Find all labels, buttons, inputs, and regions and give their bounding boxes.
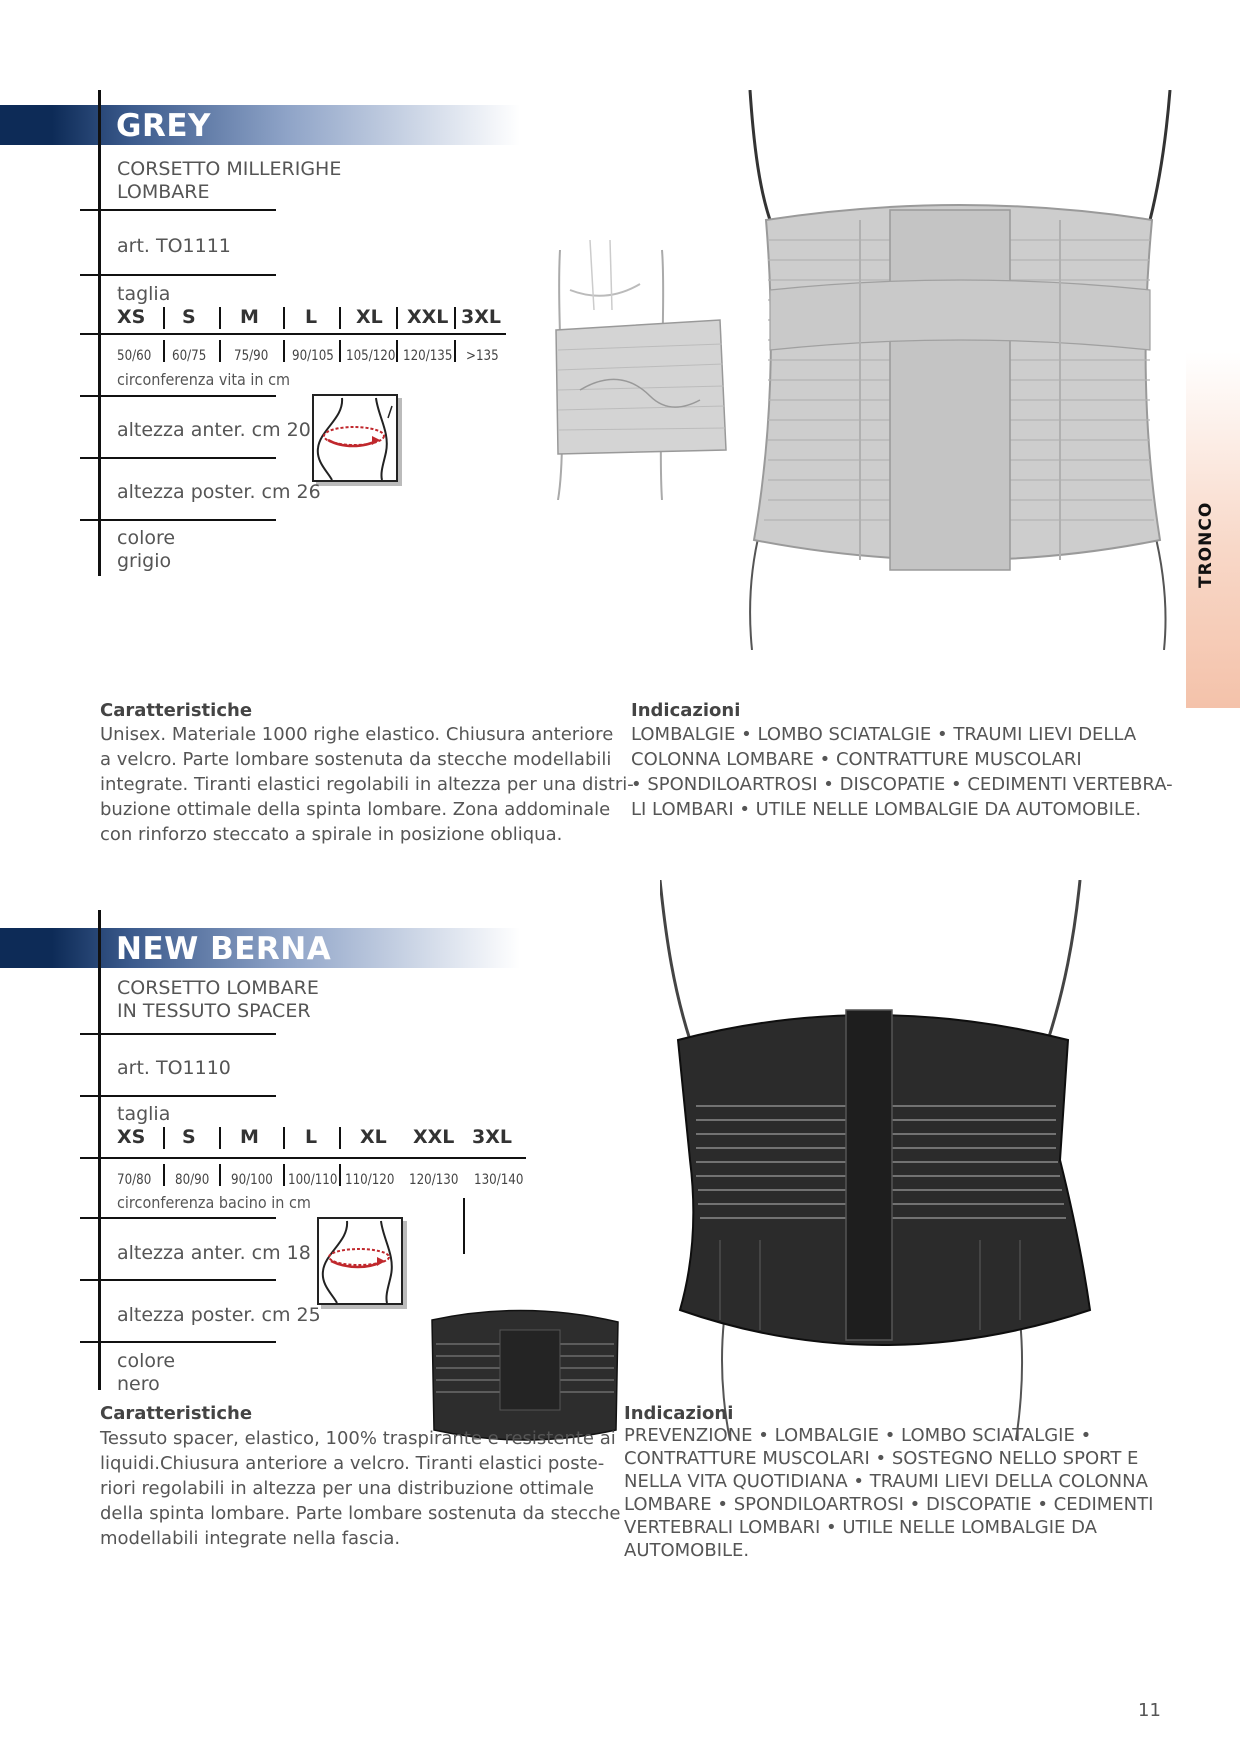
divider <box>80 209 276 211</box>
size-separator <box>396 307 398 329</box>
size-separator <box>219 307 221 329</box>
size-label: taglia <box>117 1103 171 1125</box>
size-separator <box>454 307 456 329</box>
back-height: altezza poster. cm 26 <box>117 481 321 503</box>
features-line: della spinta lombare. Parte lombare sostenuta da stecche <box>100 1503 621 1524</box>
indications-line: COLONNA LOMBARE • CONTRATTURE MUSCOLARI <box>631 749 1082 770</box>
measure-xs: 70/80 <box>117 1172 152 1188</box>
features-line: Unisex. Materiale 1000 righe elastico. Chiusura anteriore <box>100 724 614 745</box>
size-3xl: 3XL <box>461 306 501 328</box>
measure-3xl: 130/140 <box>474 1172 524 1188</box>
measure-xxl: 120/135 <box>403 348 453 364</box>
divider <box>80 1033 276 1035</box>
title-bar <box>0 105 520 145</box>
measure-s: 80/90 <box>175 1172 210 1188</box>
size-l: L <box>305 306 318 328</box>
measure-s: 60/75 <box>172 348 207 364</box>
features-line: con rinforzo steccato a spirale in posizione obliqua. <box>100 824 563 845</box>
size-label: taglia <box>117 283 171 305</box>
size-s: S <box>182 1126 196 1148</box>
indications-line: VERTEBRALI LOMBARI • UTILE NELLE LOMBALGIE DA <box>624 1517 1097 1538</box>
product-worn-image <box>550 240 770 500</box>
measure-separator <box>163 1164 165 1186</box>
measure-separator <box>163 340 165 362</box>
measure-l: 90/105 <box>292 348 334 364</box>
features-line: liquidi.Chiusura anteriore a velcro. Tiranti elastici poste- <box>100 1453 605 1474</box>
divider <box>80 1095 276 1097</box>
measure-separator <box>463 1198 465 1254</box>
measure-xl: 105/120 <box>346 348 396 364</box>
size-separator <box>163 1127 165 1149</box>
article-code: art. TO1111 <box>117 235 231 257</box>
size-separator <box>283 1127 285 1149</box>
indications-line: PREVENZIONE • LOMBALGIE • LOMBO SCIATALGIE • <box>624 1425 1092 1446</box>
features-title: Caratteristiche <box>100 700 253 721</box>
color-value: grigio <box>117 550 172 572</box>
product-subtitle-2: LOMBARE <box>117 181 210 203</box>
product-subtitle-2: IN TESSUTO SPACER <box>117 1000 311 1022</box>
measure-3xl: >135 <box>466 348 499 364</box>
indications-line: LOMBALGIE • LOMBO SCIATALGIE • TRAUMI LIEVI DELLA <box>631 724 1137 745</box>
indications-line: AUTOMOBILE. <box>624 1540 750 1561</box>
size-l: L <box>305 1126 318 1148</box>
divider <box>80 333 506 335</box>
measure-xxl: 120/130 <box>409 1172 459 1188</box>
divider <box>80 519 276 521</box>
size-xs: XS <box>117 1126 146 1148</box>
size-xxl: XXL <box>413 1126 455 1148</box>
measure-separator <box>454 340 456 362</box>
measure-separator <box>283 1164 285 1186</box>
measure-diagram-icon <box>312 394 398 482</box>
measure-note: circonferenza bacino in cm <box>117 1193 311 1212</box>
size-xs: XS <box>117 306 146 328</box>
product-title: GREY <box>116 108 211 144</box>
features-title: Caratteristiche <box>100 1403 253 1424</box>
measure-xs: 50/60 <box>117 348 152 364</box>
size-separator <box>219 1127 221 1149</box>
product-subtitle-1: CORSETTO MILLERIGHE <box>117 158 342 180</box>
divider <box>80 395 276 397</box>
page-number: 11 <box>1138 1700 1161 1721</box>
divider <box>80 1217 276 1219</box>
back-height: altezza poster. cm 25 <box>117 1304 321 1326</box>
size-m: M <box>240 1126 259 1148</box>
color-label: colore <box>117 1350 176 1372</box>
product-main-image <box>660 880 1120 1440</box>
divider <box>80 457 276 459</box>
indications-line: • SPONDILOARTROSI • DISCOPATIE • CEDIMENTI VERTEBRA- <box>631 774 1173 795</box>
measure-separator <box>283 340 285 362</box>
measure-xl: 110/120 <box>345 1172 395 1188</box>
divider <box>80 274 276 276</box>
article-code: art. TO1110 <box>117 1057 231 1079</box>
indications-line: NELLA VITA QUOTIDIANA • TRAUMI LIEVI DELLA COLONNA <box>624 1471 1148 1492</box>
measure-separator <box>339 340 341 362</box>
size-separator <box>339 307 341 329</box>
product-main-image <box>740 90 1180 650</box>
section-side-label: TRONCO <box>1196 501 1216 588</box>
size-xl: XL <box>360 1126 387 1148</box>
size-separator <box>283 307 285 329</box>
size-separator <box>163 307 165 329</box>
product-new-berna <box>0 820 1240 1754</box>
indications-title: Indicazioni <box>624 1403 734 1424</box>
measure-separator <box>219 340 221 362</box>
measure-separator <box>339 1164 341 1186</box>
size-s: S <box>182 306 196 328</box>
features-line: a velcro. Parte lombare sostenuta da stecche modellabili <box>100 749 612 770</box>
features-line: integrate. Tiranti elastici regolabili in altezza per una distri- <box>100 774 634 795</box>
features-line: riori regolabili in altezza per una distribuzione ottimale <box>100 1478 594 1499</box>
indications-title: Indicazioni <box>631 700 741 721</box>
spec-vertical-rule <box>98 910 101 1390</box>
product-subtitle-1: CORSETTO LOMBARE <box>117 977 319 999</box>
features-line: modellabili integrate nella fascia. <box>100 1528 401 1549</box>
divider <box>80 1157 526 1159</box>
divider <box>80 1341 276 1343</box>
front-height: altezza anter. cm 18 <box>117 1242 311 1264</box>
measure-m: 75/90 <box>234 348 269 364</box>
indications-line: LOMBARE • SPONDILOARTROSI • DISCOPATIE • CEDIMENTI <box>624 1494 1154 1515</box>
size-xxl: XXL <box>407 306 449 328</box>
divider <box>80 1279 276 1281</box>
measure-m: 90/100 <box>231 1172 273 1188</box>
front-height: altezza anter. cm 20 <box>117 419 311 441</box>
measure-diagram-icon <box>317 1217 403 1305</box>
indications-line: CONTRATTURE MUSCOLARI • SOSTEGNO NELLO SPORT E <box>624 1448 1139 1469</box>
features-line: Tessuto spacer, elastico, 100% traspirante e resistente ai <box>100 1428 616 1449</box>
measure-separator <box>219 1164 221 1186</box>
product-title: NEW BERNA <box>116 931 332 967</box>
size-3xl: 3XL <box>472 1126 512 1148</box>
color-label: colore <box>117 527 176 549</box>
size-xl: XL <box>356 306 383 328</box>
measure-note: circonferenza vita in cm <box>117 370 291 389</box>
size-m: M <box>240 306 259 328</box>
measure-separator <box>396 340 398 362</box>
color-value: nero <box>117 1373 160 1395</box>
features-line: buzione ottimale della spinta lombare. Zona addominale <box>100 799 611 820</box>
size-separator <box>339 1127 341 1149</box>
indications-line: LI LOMBARI • UTILE NELLE LOMBALGIE DA AUTOMOBILE. <box>631 799 1142 820</box>
measure-l: 100/110 <box>288 1172 338 1188</box>
